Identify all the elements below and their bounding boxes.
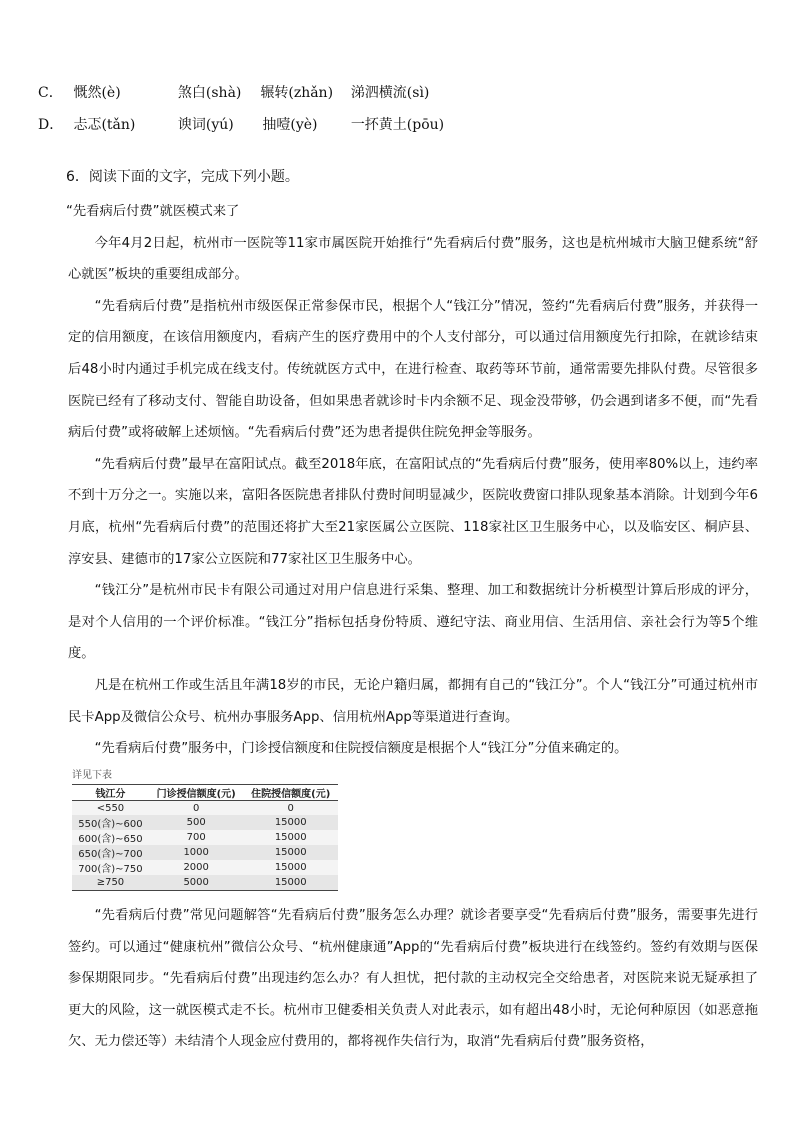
article-paragraph: “先看病后付费”服务中，门诊授信额度和住院授信额度是根据个人“钱江分”分值来确定的。 [94,741,628,757]
table-cell: 550(含)~600 [72,815,149,830]
option-d-item-3: 抽噎(yè) [262,117,318,133]
credit-table [72,784,338,891]
option-c-item-3: 辗转(zhǎn) [260,85,334,101]
table-cell: 0 [243,801,338,816]
article-body-continued [68,900,758,1058]
article-body [68,196,758,765]
table-cell: 15000 [243,815,338,830]
option-c-item-1: 慨然(è) [73,85,121,101]
table-row [72,801,338,816]
article-paragraph: “先看病后付费”最早在富阳试点。截至2018年底，在富阳试点的“先看病后付费”服务，使用率80%以上，违约率不到十万分之一。实施以来，富阳各医院患者排队付费时间明显减少，医院收费窗口排队现象基本消除。计划到今年6月底，杭州“先看病后付费”的范围还将扩大至21家医属公立医院、118家社区卫生服务中心，以及临安区、桐庐县、淳安县、建德市的17家公立医院和77家社区卫生服务中心。 [68,456,758,567]
option-c-label: C． [38,85,63,101]
option-c-item-4: 涕泗横流(sì) [350,85,430,101]
table-cell: 2000 [149,860,244,875]
question-heading: 6．阅读下面的文字，完成下列小题。 [66,169,299,185]
option-d-row [38,114,444,134]
option-c-row [38,82,429,102]
table-cell: 15000 [243,830,338,845]
table-header: 钱江分 [95,789,126,800]
option-c-item-2: 煞白(shà) [177,85,242,101]
article-paragraph: “先看病后付费”是指杭州市级医保正常参保市民，根据个人“钱江分”情况，签约“先看病后付费”服务，并获得一定的信用额度，在该信用额度内，看病产生的医疗费用中的个人支付部分，可以通过信用额度先行扣除，在就诊结束后48小时内通过手机完成在线支付。传统就医方式中，在进行检查、取药等环节前，通常需要先排队付费。尽管很多医院已经有了移动支付、智能自助设备，但如果患者就诊时卡内余额不足、现金没带够，仍会遇到诸多不便，而“先看病后付费”或将破解上述烦恼。“先看病后付费”还为患者提供住院免押金等服务。 [68,298,758,441]
table-row [72,860,338,875]
article-title: “先看病后付费”就医模式来了 [66,204,240,219]
table-cell: <550 [72,801,149,816]
table-cell: 0 [149,801,244,816]
table-cell: 500 [149,815,244,830]
table-cell: 15000 [243,875,338,890]
article-paragraph: “先看病后付费”常见问题解答“先看病后付费”服务怎么办理？就诊者要享受“先看病后付费”服务，需要事先进行签约。可以通过“健康杭州”微信公众号、“杭州健康通”App的“先看病后付费”板块进行在线签约。签约有效期与医保参保期限同步。“先看病后付费”出现违约怎么办？有人担忧，把付款的主动权完全交给患者，对医院来说无疑承担了更大的风险，这一就医模式走不长。杭州市卫健委相关负责人对此表示，如有超出48小时，无论何种原因（如恶意拖欠、无力偿还等）未结清个人现金应付费用的，都将视作失信行为，取消“先看病后付费”服务资格， [68,908,758,1050]
table-cell: 700 [149,830,244,845]
table-cell: 1000 [149,845,244,860]
credit-table-block [72,766,338,891]
table-cell: 5000 [149,875,244,890]
table-row [72,815,338,830]
table-row [72,875,338,890]
table-row [72,845,338,860]
table-cell: 650(含)~700 [72,845,149,860]
table-cell: 15000 [243,860,338,875]
table-row [72,830,338,845]
table-caption: 详见下表 [72,770,112,781]
article-paragraph: 今年4月2日起，杭州市一医院等11家市属医院开始推行“先看病后付费”服务，这也是杭州城市大脑卫健系统“舒心就医”板块的重要组成部分。 [68,235,758,283]
table-header-row [72,785,338,801]
table-cell: 700(含)~750 [72,860,149,875]
table-header: 住院授信额度(元) [251,789,331,800]
table-header: 门诊授信额度(元) [156,789,236,800]
table-cell: 600(含)~650 [72,830,149,845]
option-d-item-2: 谀词(yú) [177,117,234,133]
table-cell: 15000 [243,845,338,860]
article-paragraph: 凡是在杭州工作或生活且年满18岁的市民，无论户籍归属，都拥有自己的“钱江分”。个人“钱江分”可通过杭州市民卡App及微信公众号、杭州办事服务App、信用杭州App等渠道进行查询。 [68,677,758,725]
table-cell: ≥750 [72,875,149,890]
option-d-label: D． [38,117,64,133]
option-d-item-1: 忐忑(tǎn) [73,117,136,133]
article-paragraph: “钱江分”是杭州市民卡有限公司通过对用户信息进行采集、整理、加工和数据统计分析模型计算后形成的评分，是对个人信用的一个评价标准。“钱江分”指标包括身份特质、遵纪守法、商业用信、生活用信、亲社会行为等5个维度。 [68,583,758,662]
option-d-item-4: 一抔黄土(pōu) [350,117,445,133]
